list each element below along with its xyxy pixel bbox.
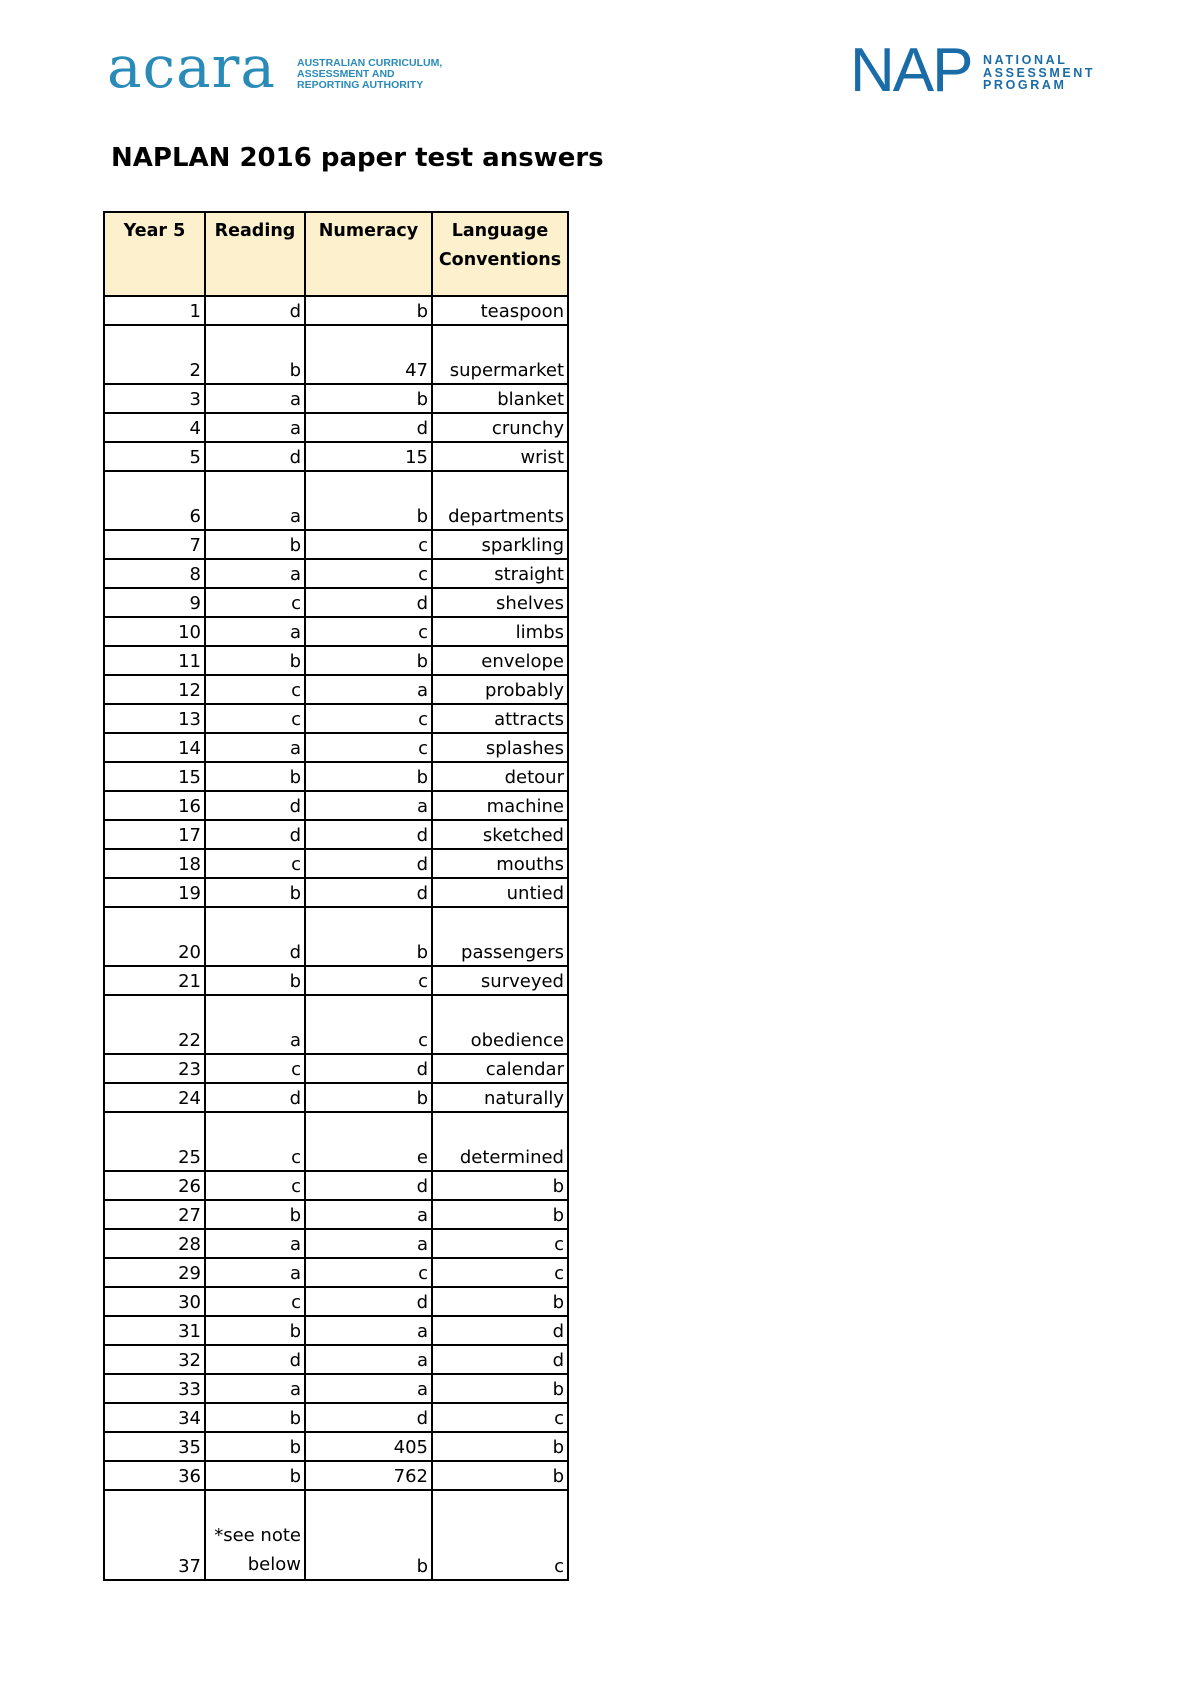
reading-answer-cell: d [205,791,305,820]
numeracy-answer-cell: d [305,1403,432,1432]
table-row [104,1316,568,1345]
table-row [104,617,568,646]
question-number-cell: 29 [104,1258,205,1287]
question-number-cell: 37 [104,1490,205,1580]
reading-answer-cell: b [205,1316,305,1345]
table-row [104,1345,568,1374]
question-number-cell: 21 [104,966,205,995]
numeracy-answer-cell: c [305,995,432,1054]
question-number-cell: 6 [104,471,205,530]
numeracy-answer-cell: a [305,1345,432,1374]
numeracy-answer-cell: d [305,413,432,442]
reading-answer-cell: a [205,471,305,530]
table-row [104,1432,568,1461]
language-conventions-answer-cell: supermarket [432,325,568,384]
table-row [104,559,568,588]
question-number-cell: 1 [104,296,205,325]
numeracy-answer-cell: b [305,384,432,413]
reading-answer-cell: a [205,559,305,588]
question-number-cell: 22 [104,995,205,1054]
nap-wordmark: NAP [850,36,972,105]
numeracy-answer-cell: b [305,471,432,530]
language-conventions-answer-cell: straight [432,559,568,588]
table-row [104,675,568,704]
numeracy-answer-cell: c [305,559,432,588]
reading-answer-cell: b [205,762,305,791]
question-number-cell: 19 [104,878,205,907]
language-conventions-answer-cell: c [432,1258,568,1287]
reading-answer-cell: a [205,1229,305,1258]
reading-answer-cell: b [205,966,305,995]
numeracy-answer-cell: b [305,907,432,966]
numeracy-answer-cell: d [305,1054,432,1083]
reading-answer-cell: d [205,1083,305,1112]
numeracy-answer-cell: 762 [305,1461,432,1490]
table-row [104,1054,568,1083]
nap-tagline-line: NATIONAL [983,53,1068,67]
numeracy-answer-cell: c [305,617,432,646]
table-row [104,413,568,442]
question-number-cell: 31 [104,1316,205,1345]
acara-tagline-line: ASSESSMENT AND [297,68,395,80]
question-number-cell: 15 [104,762,205,791]
nap-logo [850,36,1130,105]
language-conventions-answer-cell: teaspoon [432,296,568,325]
language-conventions-answer-cell: determined [432,1112,568,1171]
language-conventions-answer-cell: b [432,1374,568,1403]
numeracy-answer-cell: a [305,1374,432,1403]
reading-answer-cell: d [205,296,305,325]
question-number-cell: 17 [104,820,205,849]
question-number-cell: 11 [104,646,205,675]
question-number-cell: 25 [104,1112,205,1171]
nap-tagline-line: ASSESSMENT [983,65,1096,80]
numeracy-answer-cell: a [305,1200,432,1229]
numeracy-answer-cell: c [305,1258,432,1287]
question-number-cell: 16 [104,791,205,820]
table-row [104,1374,568,1403]
question-number-cell: 34 [104,1403,205,1432]
language-conventions-answer-cell: b [432,1287,568,1316]
page-title: NAPLAN 2016 paper test answers [111,143,604,173]
reading-answer-cell: c [205,849,305,878]
numeracy-answer-cell: a [305,675,432,704]
question-number-cell: 3 [104,384,205,413]
table-row [104,588,568,617]
language-conventions-answer-cell: b [432,1171,568,1200]
language-conventions-answer-cell: calendar [432,1054,568,1083]
language-conventions-answer-cell: d [432,1316,568,1345]
reading-answer-cell: c [205,588,305,617]
reading-answer-cell: c [205,1287,305,1316]
language-conventions-answer-cell: b [432,1432,568,1461]
reading-answer-cell: b [205,530,305,559]
reading-answer-cell: d [205,442,305,471]
reading-answer-cell: b [205,1432,305,1461]
numeracy-answer-cell: c [305,966,432,995]
reading-answer-cell: b [205,1200,305,1229]
language-conventions-answer-cell: mouths [432,849,568,878]
language-conventions-answer-cell: attracts [432,704,568,733]
table-header-row [104,212,568,296]
language-conventions-answer-cell: c [432,1229,568,1258]
table-row [104,966,568,995]
table-row [104,1083,568,1112]
question-number-cell: 36 [104,1461,205,1490]
reading-answer-cell: a [205,413,305,442]
table-row [104,878,568,907]
question-number-cell: 27 [104,1200,205,1229]
table-row [104,1200,568,1229]
numeracy-answer-cell: c [305,530,432,559]
nap-tagline-line: PROGRAM [983,78,1067,92]
question-number-cell: 14 [104,733,205,762]
table-row [104,442,568,471]
reading-answer-cell: b [205,646,305,675]
numeracy-answer-cell: b [305,1490,432,1580]
reading-answer-cell: c [205,1171,305,1200]
language-conventions-answer-cell: shelves [432,588,568,617]
language-conventions-answer-cell: c [432,1490,568,1580]
reading-answer-cell: *see note below [205,1490,305,1580]
question-number-cell: 8 [104,559,205,588]
numeracy-answer-cell: b [305,1083,432,1112]
numeracy-answer-cell: d [305,820,432,849]
question-number-cell: 28 [104,1229,205,1258]
numeracy-answer-cell: d [305,588,432,617]
reading-answer-cell: a [205,617,305,646]
question-number-cell: 7 [104,530,205,559]
language-conventions-answer-cell: wrist [432,442,568,471]
acara-tagline [297,58,442,91]
language-conventions-answer-cell: sparkling [432,530,568,559]
numeracy-answer-cell: d [305,1171,432,1200]
numeracy-answer-cell: b [305,646,432,675]
language-conventions-answer-cell: departments [432,471,568,530]
question-number-cell: 4 [104,413,205,442]
table-row [104,849,568,878]
answers-table [103,211,569,1581]
reading-answer-cell: b [205,325,305,384]
table-row [104,530,568,559]
acara-tagline-line: REPORTING AUTHORITY [297,79,424,91]
reading-answer-cell: b [205,1403,305,1432]
question-number-cell: 30 [104,1287,205,1316]
numeracy-answer-cell: 15 [305,442,432,471]
acara-wordmark: acara [107,33,276,101]
acara-tagline-line: AUSTRALIAN CURRICULUM, [297,57,443,69]
numeracy-answer-cell: d [305,849,432,878]
language-conventions-answer-cell: limbs [432,617,568,646]
nap-tagline [983,54,1095,92]
numeracy-answer-cell: c [305,704,432,733]
answers-table-body [104,296,568,1580]
column-header-year: Year 5 [104,212,205,296]
table-row [104,1229,568,1258]
table-row [104,384,568,413]
reading-answer-cell: c [205,704,305,733]
reading-answer-cell: a [205,1258,305,1287]
column-header-reading: Reading [205,212,305,296]
reading-answer-cell: a [205,384,305,413]
table-row [104,1403,568,1432]
table-row [104,995,568,1054]
numeracy-answer-cell: c [305,733,432,762]
language-conventions-answer-cell: probably [432,675,568,704]
question-number-cell: 33 [104,1374,205,1403]
question-number-cell: 12 [104,675,205,704]
language-conventions-answer-cell: d [432,1345,568,1374]
table-row [104,1171,568,1200]
numeracy-answer-cell: b [305,296,432,325]
reading-answer-cell: a [205,995,305,1054]
table-row [104,296,568,325]
question-number-cell: 32 [104,1345,205,1374]
table-row [104,1112,568,1171]
reading-answer-cell: c [205,1112,305,1171]
language-conventions-answer-cell: machine [432,791,568,820]
reading-answer-cell: b [205,1461,305,1490]
acara-logo [107,33,467,101]
table-row [104,325,568,384]
numeracy-answer-cell: a [305,1229,432,1258]
question-number-cell: 9 [104,588,205,617]
reading-answer-cell: b [205,878,305,907]
language-conventions-answer-cell: sketched [432,820,568,849]
column-header-language-conventions: Language Conventions [432,212,568,296]
question-number-cell: 26 [104,1171,205,1200]
question-number-cell: 5 [104,442,205,471]
question-number-cell: 18 [104,849,205,878]
reading-answer-cell: c [205,1054,305,1083]
table-row [104,471,568,530]
language-conventions-answer-cell: passengers [432,907,568,966]
language-conventions-answer-cell: blanket [432,384,568,413]
language-conventions-answer-cell: obedience [432,995,568,1054]
question-number-cell: 10 [104,617,205,646]
language-conventions-answer-cell: b [432,1461,568,1490]
numeracy-answer-cell: a [305,1316,432,1345]
table-row [104,646,568,675]
language-conventions-answer-cell: untied [432,878,568,907]
table-row [104,820,568,849]
table-row [104,1461,568,1490]
table-row [104,791,568,820]
table-row [104,762,568,791]
numeracy-answer-cell: e [305,1112,432,1171]
language-conventions-answer-cell: naturally [432,1083,568,1112]
question-number-cell: 20 [104,907,205,966]
numeracy-answer-cell: d [305,1287,432,1316]
language-conventions-answer-cell: c [432,1403,568,1432]
column-header-numeracy: Numeracy [305,212,432,296]
language-conventions-answer-cell: crunchy [432,413,568,442]
language-conventions-answer-cell: splashes [432,733,568,762]
table-row [104,907,568,966]
reading-answer-cell: c [205,675,305,704]
language-conventions-answer-cell: surveyed [432,966,568,995]
table-row [104,733,568,762]
numeracy-answer-cell: d [305,878,432,907]
question-number-cell: 35 [104,1432,205,1461]
language-conventions-answer-cell: detour [432,762,568,791]
reading-answer-cell: a [205,1374,305,1403]
numeracy-answer-cell: a [305,791,432,820]
question-number-cell: 13 [104,704,205,733]
question-number-cell: 2 [104,325,205,384]
table-row [104,1490,568,1580]
reading-answer-cell: d [205,907,305,966]
numeracy-answer-cell: b [305,762,432,791]
table-row [104,1258,568,1287]
question-number-cell: 23 [104,1054,205,1083]
language-conventions-answer-cell: envelope [432,646,568,675]
language-conventions-answer-cell: b [432,1200,568,1229]
table-row [104,1287,568,1316]
numeracy-answer-cell: 47 [305,325,432,384]
question-number-cell: 24 [104,1083,205,1112]
table-row [104,704,568,733]
numeracy-answer-cell: 405 [305,1432,432,1461]
reading-answer-cell: d [205,1345,305,1374]
reading-answer-cell: d [205,820,305,849]
reading-answer-cell: a [205,733,305,762]
